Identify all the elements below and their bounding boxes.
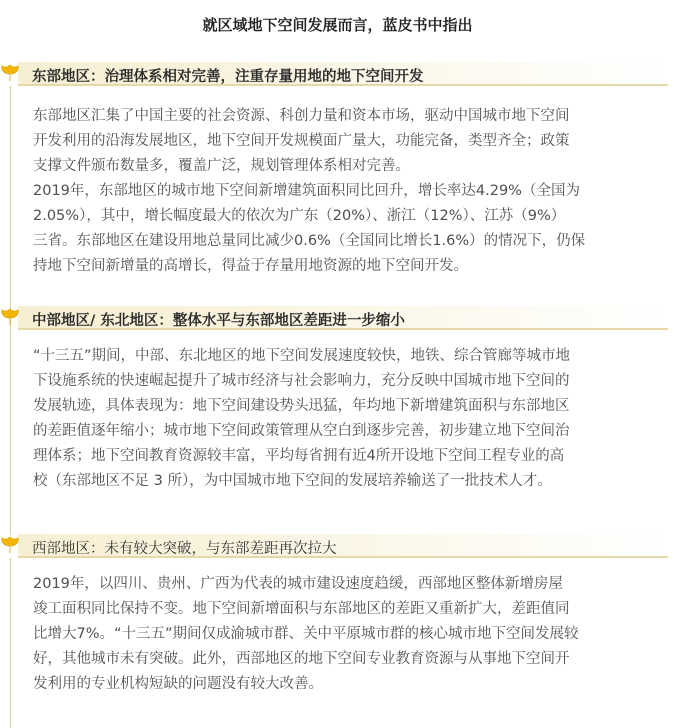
paragraph-line: 2019年，东部地区的城市地下空间新增建筑面积同比回升，增长率达4.29%（全国为	[33, 183, 580, 199]
paragraph-line: “十三五”期间，中部、东北地区的地下空间发展速度较快，地铁、综合管廊等城市地	[33, 348, 571, 364]
paragraph-line: 的差距值逐年缩小；城市地下空间政策管理从空白到逐步完善，初步建立地下空间治	[33, 423, 570, 439]
paragraph-line: 比增大7%。“十三五”期间仅成渝城市群、关中平原城市群的核心城市地下空间发展较	[33, 626, 579, 642]
ginkgo-leaf-icon	[0, 536, 20, 556]
paragraph-line: 发展轨迹，具体表现为：地下空间建设势头迅猛，年均地下新增建筑面积与东部地区	[33, 398, 570, 414]
paragraph-line: 东部地区汇集了中国主要的社会资源、科创力量和资本市场，驱动中国城市地下空间	[33, 108, 570, 124]
paragraph-line: 2019年，以四川、贵州、广西为代表的城市建设速度趋缓，西部地区整体新增房屋	[33, 576, 563, 592]
ginkgo-leaf-icon	[0, 308, 20, 328]
paragraph-line: 2.05%），其中，增长幅度最大的依次为广东（20%）、浙江（12%）、江苏（9%）	[33, 208, 566, 224]
page-title: 就区域地下空间发展而言，蓝皮书中指出	[202, 16, 473, 34]
paragraph-line: 三省。东部地区在建设用地总量同比减少0.6%（全国同比增长1.6%）的情况下，仍保	[33, 233, 586, 249]
paragraph-line: 发利用的专业机构短缺的问题没有较大改善。	[33, 676, 323, 692]
section-body	[33, 344, 673, 494]
section-header	[18, 306, 668, 330]
section-header	[18, 62, 668, 86]
section-divider-line	[10, 558, 11, 728]
section-body	[33, 104, 673, 279]
paragraph-line: 持地下空间新增量的高增长，得益于存量用地资源的地下空间开发。	[33, 258, 468, 274]
section-header	[18, 534, 668, 558]
ginkgo-leaf-icon	[0, 64, 20, 84]
paragraph-line: 开发利用的沿海发展地区，地下空间开发规模面广量大，功能完备，类型齐全；政策	[33, 133, 570, 149]
section-heading: 西部地区：未有较大突破，与东部差距再次拉大	[32, 541, 337, 557]
paragraph-line: 好，其他城市未有突破。此外，西部地区的地下空间专业教育资源与从事地下空间开	[33, 651, 570, 667]
paragraph-line: 竣工面积同比保持不变。地下空间新增面积与东部地区的差距又重新扩大，差距值同	[33, 601, 570, 617]
paragraph-line: 支撑文件颁布数量多，覆盖广泛，规划管理体系相对完善。	[33, 158, 410, 174]
section-heading: 东部地区：治理体系相对完善，注重存量用地的地下空间开发	[32, 69, 424, 85]
paragraph-line: 校（东部地区不足 3 所），为中国城市地下空间的发展培养输送了一批技术人才。	[33, 473, 552, 489]
section-divider-line	[10, 86, 11, 346]
paragraph-line: 下设施系统的快速崛起提升了城市经济与社会影响力，充分反映中国城市地下空间的	[33, 373, 570, 389]
section-divider-line	[10, 330, 11, 535]
section-body	[33, 572, 673, 697]
paragraph-line: 理体系；地下空间教育资源较丰富，平均每省拥有近4所开设地下空间工程专业的高	[33, 448, 565, 464]
section-heading: 中部地区/ 东北地区：整体水平与东部地区差距进一步缩小	[32, 313, 405, 329]
